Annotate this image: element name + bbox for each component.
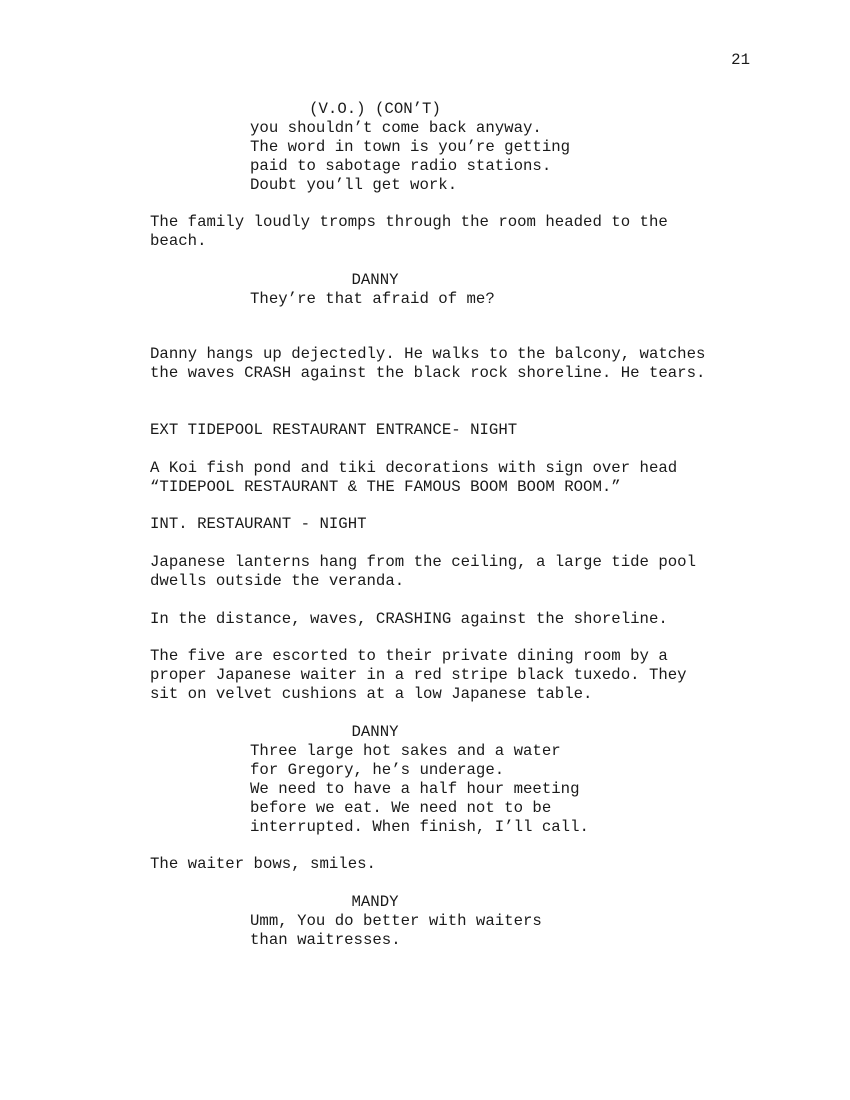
dialogue-line: for Gregory, he’s underage. <box>250 761 505 779</box>
dialogue-line: The word in town is you’re getting <box>250 138 571 156</box>
character-cue-mandy: MANDY <box>351 893 399 911</box>
dialogue-line: than waitresses. <box>250 931 401 949</box>
action-line: The waiter bows, smiles. <box>150 855 376 873</box>
scene-heading: INT. RESTAURANT - NIGHT <box>150 515 367 533</box>
action-line: The family loudly tromps through the room headed to the <box>150 213 668 231</box>
dialogue-line: Doubt you’ll get work. <box>250 176 458 194</box>
action-line: In the distance, waves, CRASHING against the shoreline. <box>150 610 668 628</box>
character-cue-danny: DANNY <box>351 271 399 289</box>
action-line: Japanese lanterns hang from the ceiling, a large tide pool <box>150 553 697 571</box>
character-cue-vo: (V.O.) (CON’T) <box>309 100 441 118</box>
dialogue-line: paid to sabotage radio stations. <box>250 157 552 175</box>
dialogue-line: They’re that afraid of me? <box>250 290 495 308</box>
scene-heading: EXT TIDEPOOL RESTAURANT ENTRANCE- NIGHT <box>150 421 518 439</box>
action-line: “TIDEPOOL RESTAURANT & THE FAMOUS BOOM BOOM ROOM.” <box>150 478 621 496</box>
action-line: proper Japanese waiter in a red stripe black tuxedo. They <box>150 666 687 684</box>
dialogue-line: you shouldn’t come back anyway. <box>250 119 542 137</box>
character-cue-danny: DANNY <box>351 723 399 741</box>
page-number: 21 <box>731 51 750 69</box>
dialogue-line: Three large hot sakes and a water <box>250 742 561 760</box>
action-line: the waves CRASH against the black rock shoreline. He tears. <box>150 364 706 382</box>
action-line: beach. <box>150 232 207 250</box>
action-line: A Koi fish pond and tiki decorations with sign over head <box>150 459 678 477</box>
dialogue-line: interrupted. When finish, I’ll call. <box>250 818 589 836</box>
action-line: dwells outside the veranda. <box>150 572 405 590</box>
action-line: sit on velvet cushions at a low Japanese table. <box>150 685 593 703</box>
dialogue-line: We need to have a half hour meeting <box>250 780 580 798</box>
action-line: Danny hangs up dejectedly. He walks to the balcony, watches <box>150 345 706 363</box>
dialogue-line: Umm, You do better with waiters <box>250 912 542 930</box>
action-line: The five are escorted to their private dining room by a <box>150 647 668 665</box>
dialogue-line: before we eat. We need not to be <box>250 799 552 817</box>
